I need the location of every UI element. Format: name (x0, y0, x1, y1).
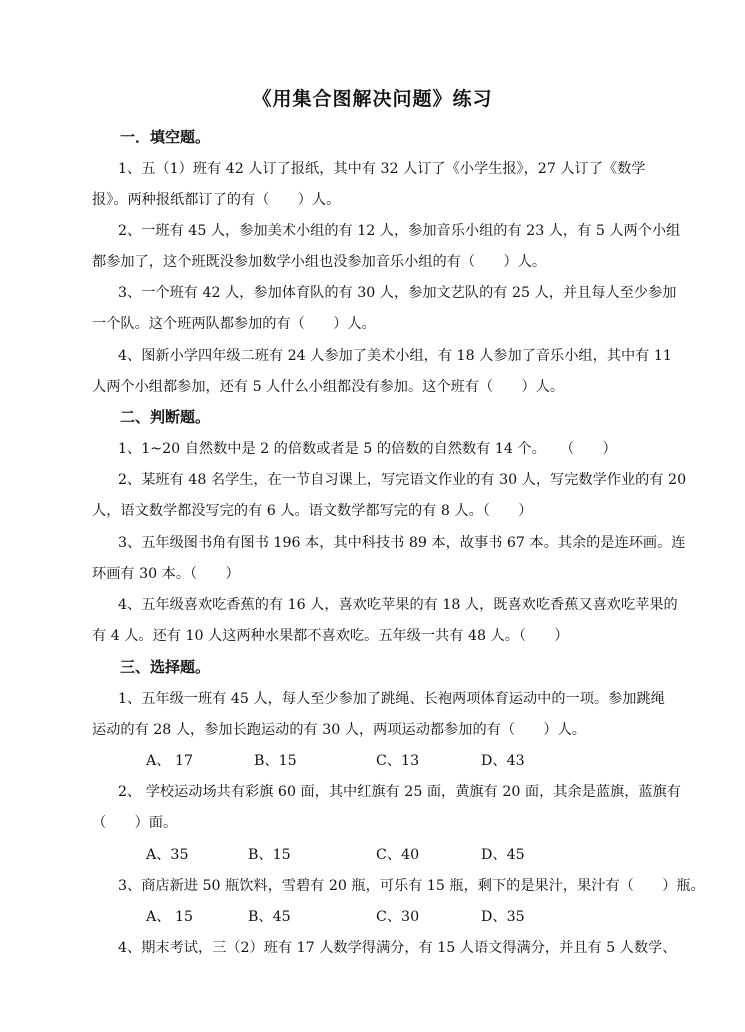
question-line: 有 4 人。还有 10 人这两种水果都不喜欢吃。五年级一共有 48 人。（ ） (92, 628, 569, 644)
option-a: A、 17 (146, 753, 193, 769)
option-d: D、35 (481, 909, 525, 925)
page-title: 《用集合图解决问题》练习 (252, 88, 493, 110)
question-line: 2、一班有 45 人，参加美术小组的有 12 人，参加音乐小组的有 23 人，有 5 人两个小组 (118, 223, 681, 239)
question-line: 环画有 30 本。（ ） (92, 566, 240, 582)
question-line: 3、五年级图书角有图书 196 本，其中科技书 89 本，故事书 67 本。其余的是连环画。连 (118, 535, 686, 551)
option-b: B、45 (248, 909, 291, 925)
section-heading-true-false: 二、判断题。 (120, 408, 211, 426)
question-line: 2、某班有 48 名学生，在一节自习课上，写完语文作业的有 30 人，写完数学作业的有 20 (118, 472, 687, 488)
option-d: D、43 (481, 753, 525, 769)
question-line: 4、五年级喜欢吃香蕉的有 16 人，喜欢吃苹果的有 18 人，既喜欢吃香蕉又喜欢吃苹果的 (118, 597, 678, 613)
question-line: 都参加了，这个班既没参加数学小组也没参加音乐小组的有（ ）人。 (92, 254, 547, 270)
question-line: （ ）面。 (92, 815, 178, 831)
option-b: B、15 (254, 753, 297, 769)
option-a: A、35 (146, 847, 189, 863)
question-line: 1、五年级一班有 45 人，每人至少参加了跳绳、长袍两项体育运动中的一项。参加跳绳 (118, 691, 665, 707)
option-d: D、45 (481, 847, 525, 863)
option-c: C、13 (376, 753, 420, 769)
option-c: C、40 (376, 847, 420, 863)
option-c: C、30 (376, 909, 420, 925)
option-a: A、 15 (146, 909, 193, 925)
question-line: 3、一个班有 42 人，参加体育队的有 30 人，参加文艺队的有 25 人，并且每人至少参加 (118, 285, 677, 301)
question-line: 2、 学校运动场共有彩旗 60 面，其中红旗有 25 面，黄旗有 20 面，其余是蓝旗，蓝旗有 (118, 784, 681, 800)
section-heading-fill-blank: 一．填空题。 (120, 128, 211, 146)
section-heading-multiple-choice: 三、选择题。 (120, 658, 211, 676)
question-line: 一个队。这个班两队都参加的有（ ）人。 (92, 316, 376, 332)
question-line: 4、期末考试，三（2）班有 17 人数学得满分，有 15 人语文得满分，并且有 5 人数学、 (118, 940, 677, 956)
question-line: 3、商店新进 50 瓶饮料，雪碧有 20 瓶，可乐有 15 瓶，剩下的是果汁，果汁有（ ）瓶。 (118, 878, 705, 894)
question-line: 人，语文数学都没写完的有 6 人。语文数学都写完的有 8 人。（ ） (92, 503, 533, 519)
question-line: 4、图新小学四年级二班有 24 人参加了美术小组，有 18 人参加了音乐小组，其中有 11 (118, 348, 672, 364)
question-line: 1、1~20 自然数中是 2 的倍数或者是 5 的倍数的自然数有 14 个。 （ ） (118, 441, 617, 457)
question-line: 1、五（1）班有 42 人订了报纸，其中有 32 人订了《小学生报》，27 人订了《数学 (118, 161, 646, 177)
question-line: 运动的有 28 人，参加长跑运动的有 30 人，两项运动都参加的有（ ）人。 (92, 722, 586, 738)
question-line: 报》。两种报纸都订了的有（ ）人。 (92, 192, 341, 208)
question-line: 人两个小组都参加，还有 5 人什么小组都没有参加。这个班有（ ）人。 (92, 379, 565, 395)
option-b: B、15 (248, 847, 291, 863)
